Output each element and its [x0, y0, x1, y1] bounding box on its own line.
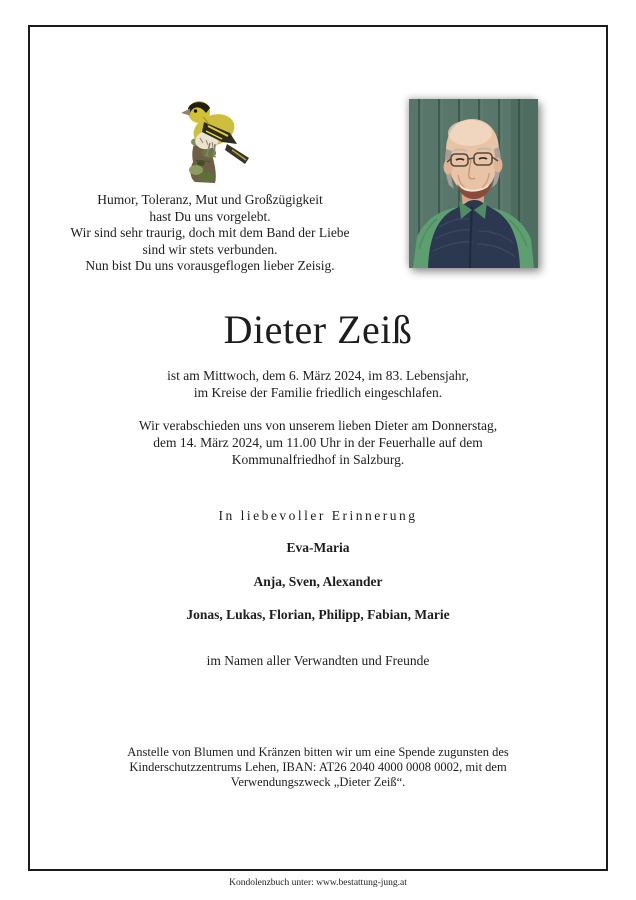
- death-announcement-line: im Kreise der Familie friedlich eingeschlafen.: [193, 385, 443, 400]
- poem-line: sind wir stets verbunden.: [142, 241, 278, 257]
- siskin-bird-icon: [170, 86, 258, 184]
- condolence-book-note: Kondolenzbuch unter: www.bestattung-jung.at: [229, 878, 407, 888]
- portrait-photo: [409, 99, 538, 268]
- poem-line: Nun bist Du uns vorausgeflogen lieber Zeisig.: [85, 258, 335, 273]
- mourner-names-children: Anja, Sven, Alexander: [253, 574, 383, 589]
- funeral-announcement-line: Wir verabschieden uns von unserem lieben Dieter am Donnerstag,: [138, 418, 498, 433]
- funeral-announcement-line: dem 14. März 2024, um 11.00 Uhr in der Feuerhalle auf dem: [153, 435, 483, 450]
- poem-line: Humor, Toleranz, Mut und Großzügigkeit: [97, 192, 323, 207]
- funeral-announcement: [0, 417, 636, 468]
- death-announcement: [0, 367, 636, 401]
- siskin-bird-image: [170, 86, 258, 184]
- donation-info: [0, 745, 636, 789]
- donation-info-line: Kinderschutzzentrums Lehen, IBAN: AT26 2040 4000 0008 0002, mit dem: [129, 759, 507, 774]
- donation-info-line: Anstelle von Blumen und Kränzen bitten wir um eine Spende zugunsten des: [127, 745, 509, 759]
- funeral-announcement-line: Kommunalfriedhof in Salzburg.: [231, 452, 405, 467]
- mourner-names-wife: Eva-Maria: [286, 540, 350, 555]
- remembrance-heading: In liebevoller Erinnerung: [218, 508, 418, 523]
- portrait-photo-illustration: [409, 99, 538, 268]
- memorial-poem: [30, 192, 390, 275]
- donation-info-line: Verwendungszweck „Dieter Zeiß“.: [230, 774, 406, 789]
- deceased-name: Dieter Zeiß: [223, 307, 413, 352]
- poem-line: hast Du uns vorgelebt.: [149, 208, 271, 224]
- poem-line: Wir sind sehr traurig, doch mit dem Band der Liebe: [70, 225, 350, 240]
- death-announcement-line: ist am Mittwoch, dem 6. März 2024, im 83. Lebensjahr,: [167, 368, 469, 383]
- mourners-note: im Namen aller Verwandten und Freunde: [206, 653, 430, 668]
- mourner-names-grandchildren: Jonas, Lukas, Florian, Philipp, Fabian, Marie: [186, 607, 450, 622]
